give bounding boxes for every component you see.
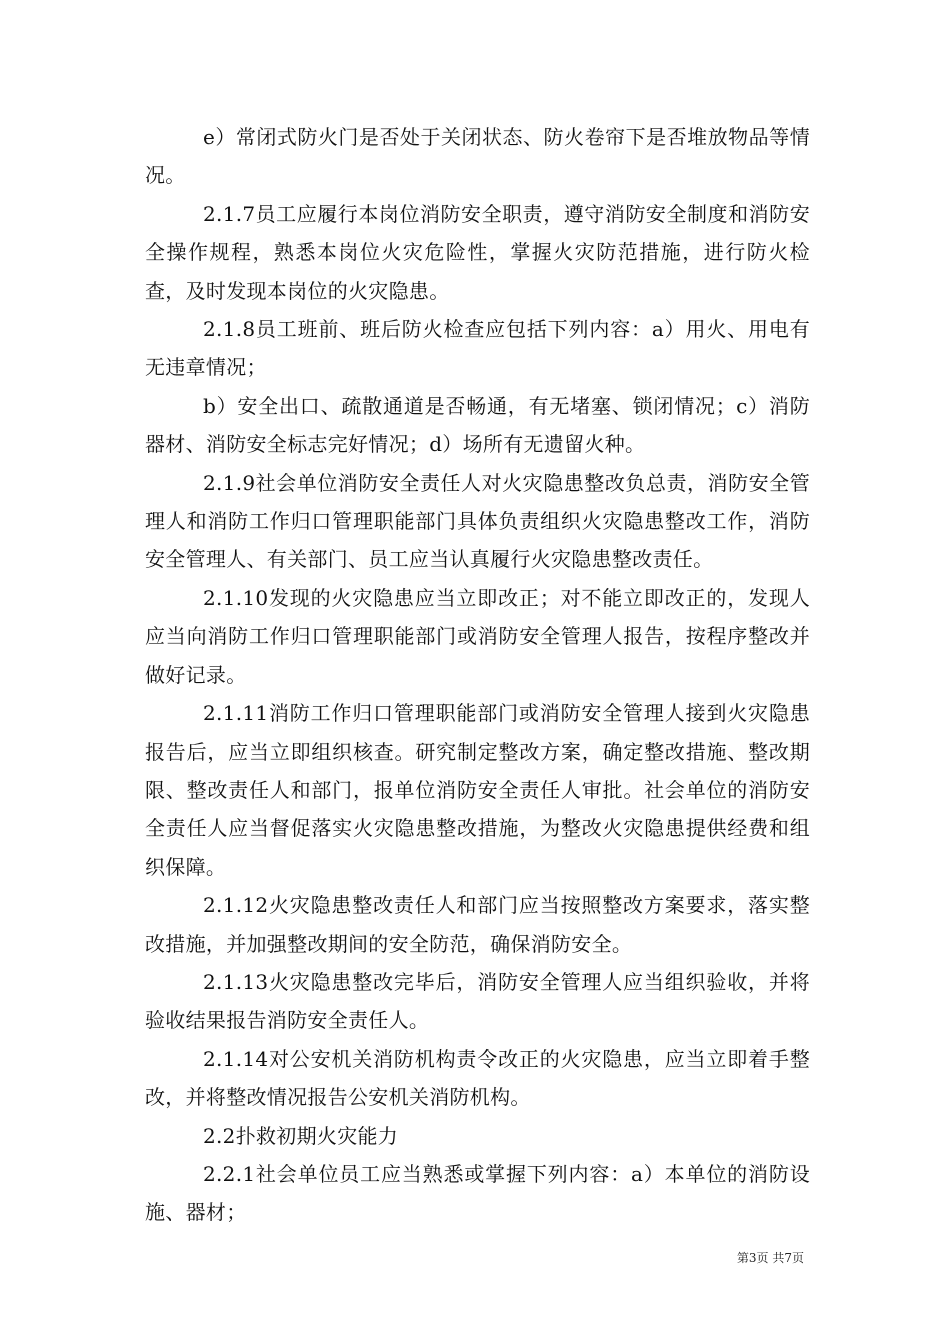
paragraph-2-1-14: 2.1.14对公安机关消防机构责令改正的火灾隐患，应当立即着手整改，并将整改情况报告公安机关消防机构。 [145,1046,810,1110]
page-number-footer: 第3页 共7页 [736,1251,804,1265]
paragraph-2-1-8: 2.1.8员工班前、班后防火检查应包括下列内容：a）用火、用电有无违章情况； [145,317,810,380]
paragraph-2-1-9: 2.1.9社会单位消防安全责任人对火灾隐患整改负总责，消防安全管理人和消防工作归口管理职能部门具体负责组织火灾隐患整改工作，消防安全管理人、有关部门、员工应当认真履行火灾隐患整改责任。 [145,470,810,572]
document-body [145,118,810,1232]
paragraph-2-1-10: 2.1.10发现的火灾隐患应当立即改正；对不能立即改正的，发现人应当向消防工作归口管理职能部门或消防安全管理人报告，按程序整改并做好记录。 [145,585,810,687]
paragraph-b-c-d: b）安全出口、疏散通道是否畅通，有无堵塞、锁闭情况；c）消防器材、消防安全标志完好情况；d）场所有无遗留火种。 [145,393,810,457]
paragraph-2-1-13: 2.1.13火灾隐患整改完毕后，消防安全管理人应当组织验收，并将验收结果报告消防安全责任人。 [145,969,810,1033]
section-heading-2-2: 2.2扑救初期火灾能力 [203,1123,399,1148]
paragraph-e-fire-door: e）常闭式防火门是否处于关闭状态、防火卷帘下是否堆放物品等情况。 [145,125,810,188]
paragraph-2-1-11: 2.1.11消防工作归口管理职能部门或消防安全管理人接到火灾隐患报告后，应当立即组织核查。研究制定整改方案，确定整改措施、整改期限、整改责任人和部门，报单位消防安全责任人审批。社会单位的消防安全责任人应当督促落实火灾隐患整改措施，为整改火灾隐患提供经费和组织保障。 [145,701,810,879]
paragraph-2-1-12: 2.1.12火灾隐患整改责任人和部门应当按照整改方案要求，落实整改措施，并加强整改期间的安全防范，确保消防安全。 [145,893,810,956]
paragraph-2-1-7: 2.1.7员工应履行本岗位消防安全职责，遵守消防安全制度和消防安全操作规程，熟悉本岗位火灾危险性，掌握火灾防范措施，进行防火检查，及时发现本岗位的火灾隐患。 [145,201,810,303]
paragraph-2-2-1: 2.2.1社会单位员工应当熟悉或掌握下列内容：a）本单位的消防设施、器材； [145,1161,810,1225]
